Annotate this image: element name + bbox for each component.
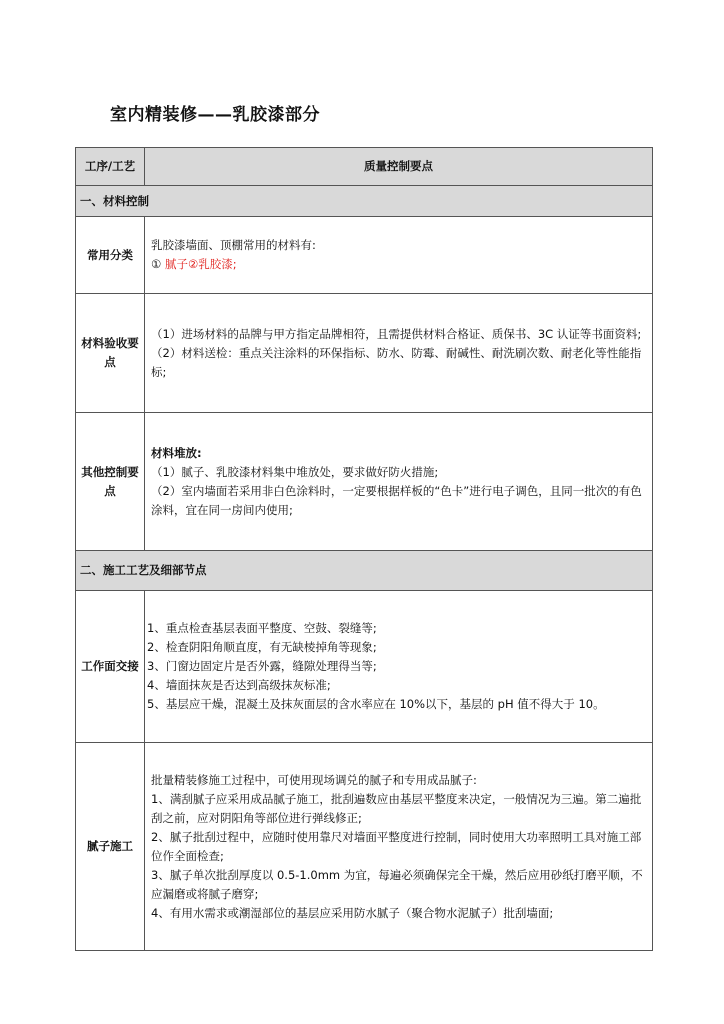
quality-control-table (75, 147, 653, 951)
row-category: 材料验收要点 (76, 294, 145, 413)
content-line: 3、门窗边固定片是否外露，缝隙处理得当等; (147, 659, 377, 673)
table-row (76, 743, 653, 951)
table-row (76, 217, 653, 294)
row-category: 工作面交接 (76, 591, 145, 743)
content-line: 2、检查阴阳角顺直度，有无缺棱掉角等现象; (147, 640, 377, 654)
content-line: 4、墙面抹灰是否达到高级抹灰标准; (147, 678, 331, 692)
section-heading-row (76, 186, 653, 217)
content-line: 乳胶漆墙面、顶棚常用的材料有: (151, 238, 316, 252)
content-subheading: 材料堆放: (151, 445, 202, 460)
header-process: 工序/工艺 (76, 148, 145, 186)
content-line: （2）室内墙面若采用非白色涂料时，一定要根据样板的“色卡”进行电子调色，且同一批次的有色涂料，宜在同一房间内使用; (151, 483, 642, 517)
table-header-row (76, 148, 653, 186)
section-heading-process: 二、施工工艺及细部节点 (76, 551, 653, 591)
row-content (145, 413, 653, 551)
row-category: 其他控制要点 (76, 413, 145, 551)
row-content (145, 743, 653, 951)
table-row (76, 591, 653, 743)
table-row (76, 294, 653, 413)
section-heading-row (76, 551, 653, 591)
content-line: （1）进场材料的品牌与甲方指定品牌相符，且需提供材料合格证、质保书、3C 认证等书面资料; (151, 326, 642, 341)
row-category: 常用分类 (76, 217, 145, 294)
table-row (76, 413, 653, 551)
row-category: 腻子施工 (76, 743, 145, 951)
content-line: 3、腻子单次批刮厚度以 0.5-1.0mm 为宜，每遍必须确保完全干燥，然后应用砂纸打磨平顺，不应漏磨或将腻子磨穿; (151, 867, 643, 901)
content-line: （2）材料送检：重点关注涂料的环保指标、防水、防霉、耐碱性、耐洗刷次数、耐老化等性能指标; (151, 345, 642, 379)
section-heading-materials: 一、材料控制 (76, 186, 653, 217)
content-line: 1、重点检查基层表面平整度、空鼓、裂缝等; (147, 621, 377, 635)
content-line (151, 255, 648, 274)
content-line: 批量精装修施工过程中，可使用现场调兑的腻子和专用成品腻子: (151, 772, 477, 787)
content-line: （1）腻子、乳胶漆材料集中堆放处，要求做好防火措施; (151, 464, 439, 479)
content-line: 4、有用水需求或潮湿部位的基层应采用防水腻子（聚合物水泥腻子）批刮墙面; (151, 905, 554, 920)
row-content (145, 294, 653, 413)
row-content (145, 217, 653, 294)
content-line: 2、腻子批刮过程中，应随时使用靠尺对墙面平整度进行控制，同时使用大功率照明工具对施工部位作全面检查; (151, 829, 642, 863)
highlighted-materials: 腻子②乳胶漆; (164, 257, 237, 271)
content-line: 1、满刮腻子应采用成品腻子施工，批刮遍数应由基层平整度来决定，一般情况为三遍。第二遍批刮之前，应对阴阳角等部位进行弹线修正; (151, 791, 642, 825)
header-quality-points: 质量控制要点 (145, 148, 653, 186)
row-content (145, 591, 653, 743)
page-title: 室内精装修——乳胶漆部分 (110, 105, 320, 125)
content-line: 5、基层应干燥，混凝土及抹灰面层的含水率应在 10%以下，基层的 pH 值不得大于 10。 (147, 697, 605, 711)
circled-number: ① (151, 257, 165, 271)
